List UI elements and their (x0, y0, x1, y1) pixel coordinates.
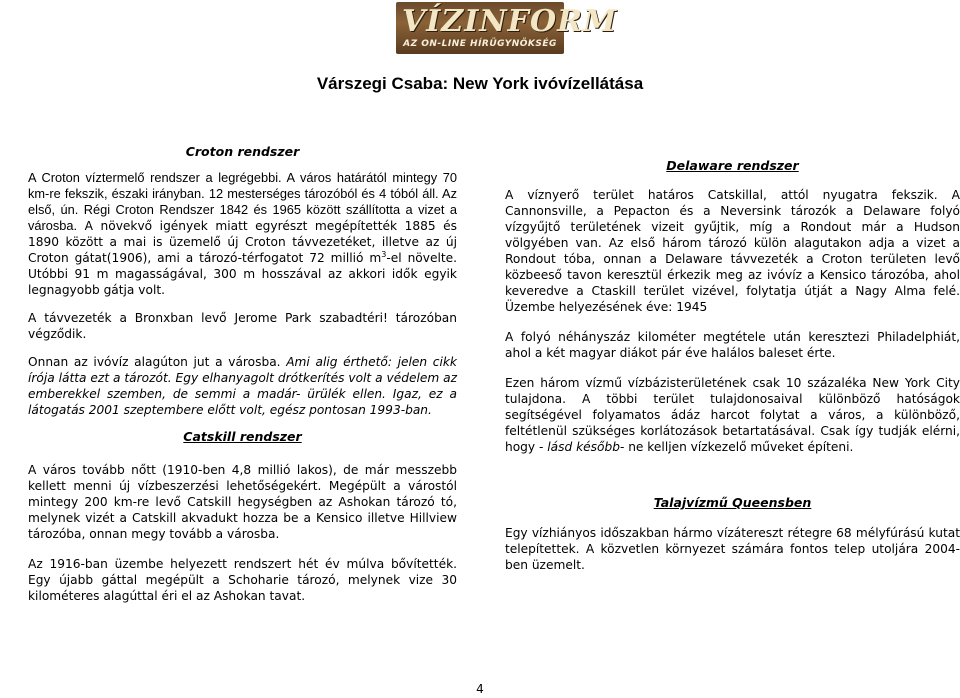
delaware-paragraph-3 (505, 375, 960, 455)
croton-intro: A Croton víztermelő rendszer a legrégebbi. A város határától mintegy 70 km-re fekszik, északi irányban. 12 mesterséges tározóból és 4 tóból áll. Az első, ún. Régi Croton Rendszer 1842 és 1965 között szállította a vizet a városba. (28, 170, 457, 233)
see-later-text: lásd később (547, 440, 620, 454)
page-number: 4 (476, 682, 484, 696)
catskill-paragraph-2: Az 1916-ban üzembe helyezett rendszert hét év múlva bővítették. Egy újabb gáttal megépült a Schoharie tározó, melynek vize 30 kilométeres alagúttal éri el az Ashokan tavat. (28, 557, 457, 603)
ownership-end-text: - ne kelljen vízkezelő műveket építeni. (619, 440, 854, 454)
logo-main-text: VÍZINFORM (402, 4, 618, 39)
right-column (505, 158, 960, 573)
queens-paragraph: Egy vízhiányos időszakban hármo vízátereszt rétegre 68 mélyfúrású kutat telepítettek. A közvetlen környezet számára fontos telep utoljára 2004-ben üzemelt. (505, 526, 960, 572)
queens-heading: Talajvízmű Queensben (653, 495, 812, 510)
author-remark: Ami alig érthető: jelen cikk írója látta ezt a tározót. Egy elhanyagolt drótkerítés volt a védelem az emberekkel szemben, de semmi a madár- ürülék ellen. Igaz, ez a látogatás 2001 szeptembere előtt volt, egész pontosan 1993-ban. (28, 355, 457, 417)
croton-paragraph-2: A távvezeték a Bronxban levő Jerome Park szabadtéri! tározóban végződik. (28, 311, 457, 341)
catskill-heading: Catskill rendszer (183, 429, 302, 444)
croton-paragraph-3 (28, 354, 457, 418)
croton-paragraph-1 (28, 170, 457, 298)
tunnel-sentence: Onnan az ivóvíz alagúton jut a városba. (28, 355, 281, 369)
croton-expansion: A növekvő igények miatt egyrészt megépítették 1885 és 1890 között a mai is üzemelő új Croton távvezetéket, illetve az új Croton gátat(1906), ami a tározó-térfogatot 72 millió m (28, 219, 457, 265)
vizinform-logo (396, 2, 618, 54)
logo-sub-text: AZ ON-LINE HÍRÜGYNÖKSÉG (403, 39, 557, 49)
delaware-paragraph-1: A víznyerő terület határos Catskillal, attól nyugatra fekszik. A Cannonsville, a Pepacton és a Neversink tározók a Delaware folyó vízgyűjtő területének vizeit gyűjtik, míg a Rondout már a Hudson völgyében van. Az első három tározó külön alagutakon adja a vizet a Rondout tóba, onnan a Delaware távvezeték a Croton területen levő közbeeső tavon keresztül érkezik meg az ivóvíz a Kensico tározóba, ahol keveredve a Ctaskill terület vizével, folytatja útját a Nagy Alma felé. Üzembe helyezésének éve: 1945 (505, 188, 960, 314)
delaware-paragraph-2: A folyó néhányszáz kilométer megtétele után keresztezi Philadelphiát, ahol a két magyar diákot pár éve halálos baleset érte. (505, 330, 960, 360)
croton-dam: -el növelte. Utóbbi 91 m magasságával, 300 m hosszával az akkori idők egyik legnagyobb gátja volt. (28, 251, 457, 297)
ownership-text: Ezen három vízmű vízbázisterületének csak 10 százaléka New York City tulajdona. A többi terület tulajdonosaival különböző hatóságok segítségével folyamatos ádáz harcot folytat a város, a különböző, feltétlenül szükséges korlátozások betartatásával. Csak így tudják elérni, hogy - (505, 376, 960, 454)
catskill-paragraph-1: A város tovább nőtt (1910-ben 4,8 millió lakos), de már messzebb kellett menni új vízbeszerzési lehetőségekért. Megépült a várostól mintegy 200 km-re levő Catskill hegységben az Ashokan tározó tó, melynek vizét a Catskill akvadukt hozza be a Kensico illetve Hillview tározóba, onnan megy tovább a városba. (28, 463, 457, 541)
cubic-superscript: 3 (381, 249, 387, 259)
page-title: Várszegi Csaba: New York ivóvízellátása (316, 74, 644, 93)
left-column (28, 144, 457, 604)
delaware-heading: Delaware rendszer (666, 158, 799, 173)
croton-heading: Croton rendszer (185, 144, 300, 159)
